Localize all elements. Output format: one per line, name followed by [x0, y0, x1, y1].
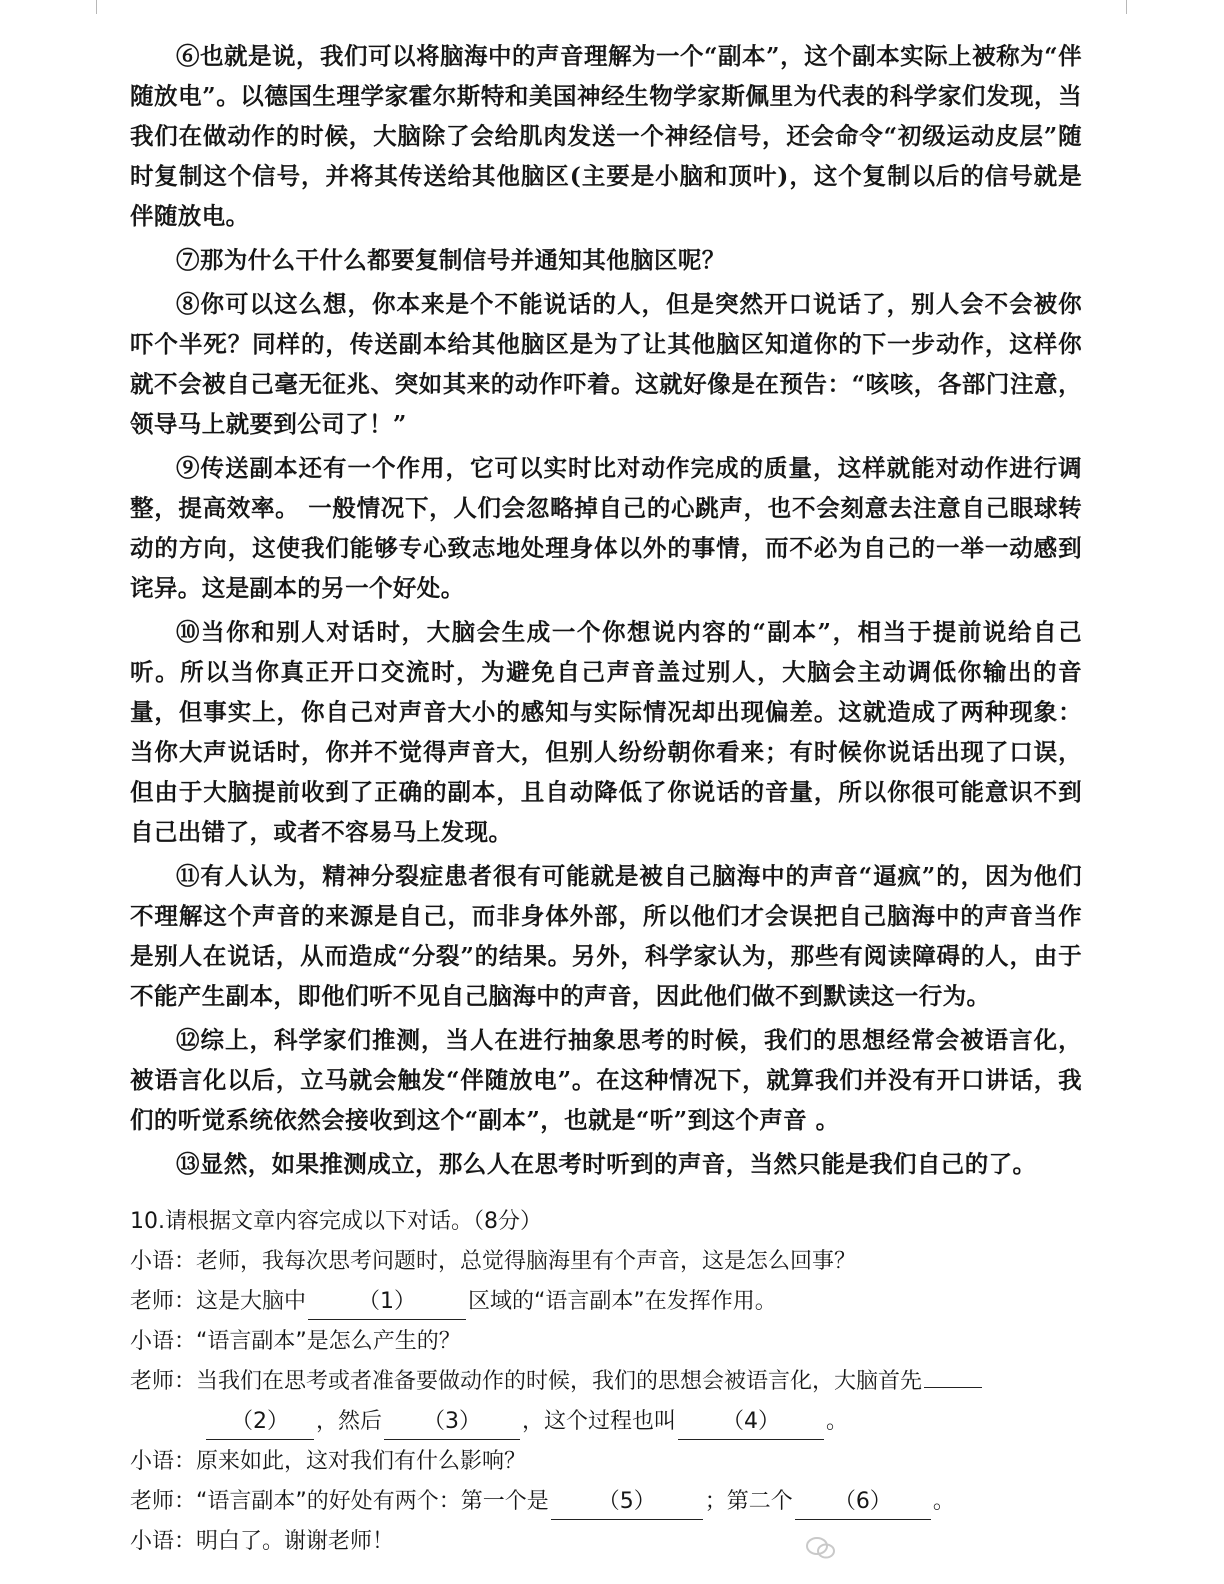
question-title: 10.请根据文章内容完成以下对话。（8分）	[130, 1209, 542, 1234]
paragraph-6: ⑥也就是说，我们可以将脑海中的声音理解为一个“副本”，这个副本实际上被称为“伴随放电”。以德国生理学家霍尔斯特和美国神经生物学家斯佩里为代表的科学家们发现，当我们在做动作的时候，大脑除了会给肌肉发送一个神经信号，还会命令“初级运动皮层”随时复制这个信号，并将其传送给其他脑区(主要是小脑和顶叶)，这个复制以后的信号就是伴随放电。	[130, 42, 1082, 230]
answer-blank-4[interactable]: （4）	[678, 1405, 824, 1440]
answer-blank-2[interactable]: （2）	[206, 1405, 314, 1440]
answer-blank-6[interactable]: （6）	[795, 1485, 931, 1520]
dialogue-line	[130, 1482, 1110, 1522]
answer-blank-1[interactable]: （1）	[308, 1285, 466, 1320]
dialogue-line	[130, 1282, 1110, 1322]
answer-blank-5[interactable]: （5）	[551, 1485, 703, 1520]
scan-edge-mark	[96, 0, 97, 14]
watermark	[806, 1536, 1006, 1566]
dialogue-text: 老师：“语言副本”的好处有两个：第一个是	[130, 1489, 549, 1514]
dialogue-line: 小语：明白了。谢谢老师！	[130, 1529, 395, 1554]
paragraph-12: ⑫综上，科学家们推测，当人在进行抽象思考的时候，我们的思想经常会被语言化，被语言化以后，立马就会触发“伴随放电”。在这种情况下，就算我们并没有开口讲话，我们的听觉系统依然会接收到这个“副本”，也就是“听”到这个声音 。	[130, 1026, 1082, 1134]
dialogue-line: 小语：“语言副本”是怎么产生的？	[130, 1329, 461, 1354]
dialogue-text: 。	[826, 1409, 849, 1434]
scan-edge-mark	[1126, 0, 1127, 14]
dialogue-text: ，然后	[316, 1409, 383, 1434]
dialogue-line	[130, 1362, 1110, 1402]
dialogue-text: 老师：这是大脑中	[130, 1289, 307, 1314]
wechat-logo-icon	[806, 1536, 836, 1565]
paragraph-9: ⑨传送副本还有一个作用，它可以实时比对动作完成的质量，这样就能对动作进行调整，提高效率。 一般情况下，人们会忽略掉自己的心跳声，也不会刻意去注意自己眼球转动的方向，这使我们能够专心致志地处理身体以外的事情，而不必为自己的一举一动感到诧异。这是副本的另一个好处。	[130, 454, 1082, 602]
paragraph-11: ⑪有人认为，精神分裂症患者很有可能就是被自己脑海中的声音“逼疯”的，因为他们不理解这个声音的来源是自己，而非身体外部，所以他们才会误把自己脑海中的声音当作是别人在说话，从而造成“分裂”的结果。另外，科学家认为，那些有阅读障碍的人，由于不能产生副本，即他们听不见自己脑海中的声音，因此他们做不到默读这一行为。	[130, 862, 1082, 1010]
paragraph-10: ⑩当你和别人对话时，大脑会生成一个你想说内容的“副本”，相当于提前说给自己听。所以当你真正开口交流时，为避免自己声音盖过别人，大脑会主动调低你输出的音量，但事实上，你自己对声音大小的感知与实际情况却出现偏差。这就造成了两种现象：当你大声说话时，你并不觉得声音大，但别人纷纷朝你看来；有时候你说话出现了口误，但由于大脑提前收到了正确的副本，且自动降低了你说话的音量，所以你很可能意识不到自己出错了，或者不容易马上发现。	[130, 618, 1082, 846]
dialogue-text: 区域的“语言副本”在发挥作用。	[468, 1289, 777, 1314]
reading-passage	[130, 36, 1082, 1188]
dialogue-text: 。	[932, 1489, 955, 1514]
dialogue-text: ；第二个	[704, 1489, 793, 1514]
dialogue-line: 小语：老师，我每次思考问题时，总觉得脑海里有个声音，这是怎么回事？	[130, 1249, 857, 1274]
dialogue-line: 小语：原来如此，这对我们有什么影响？	[130, 1449, 527, 1474]
question-10	[130, 1202, 1110, 1562]
paragraph-7: ⑦那为什么干什么都要复制信号并通知其他脑区呢？	[176, 246, 726, 274]
answer-blank-2-start[interactable]	[924, 1387, 982, 1388]
answer-blank-3[interactable]: （3）	[384, 1405, 520, 1440]
paragraph-13: ⑬显然，如果推测成立，那么人在思考时听到的声音，当然只能是我们自己的了。	[176, 1150, 1037, 1178]
dialogue-line	[130, 1402, 1110, 1442]
dialogue-text: 老师：当我们在思考或者准备要做动作的时候，我们的思想会被语言化，大脑首先	[130, 1369, 923, 1394]
paragraph-8: ⑧你可以这么想，你本来是个不能说话的人，但是突然开口说话了，别人会不会被你吓个半死？同样的，传送副本给其他脑区是为了让其他脑区知道你的下一步动作，这样你就不会被自己毫无征兆、突如其来的动作吓着。这就好像是在预告：“咳咳，各部门注意，领导马上就要到公司了！”	[130, 290, 1082, 438]
dialogue-text: ，这个过程也叫	[522, 1409, 677, 1434]
